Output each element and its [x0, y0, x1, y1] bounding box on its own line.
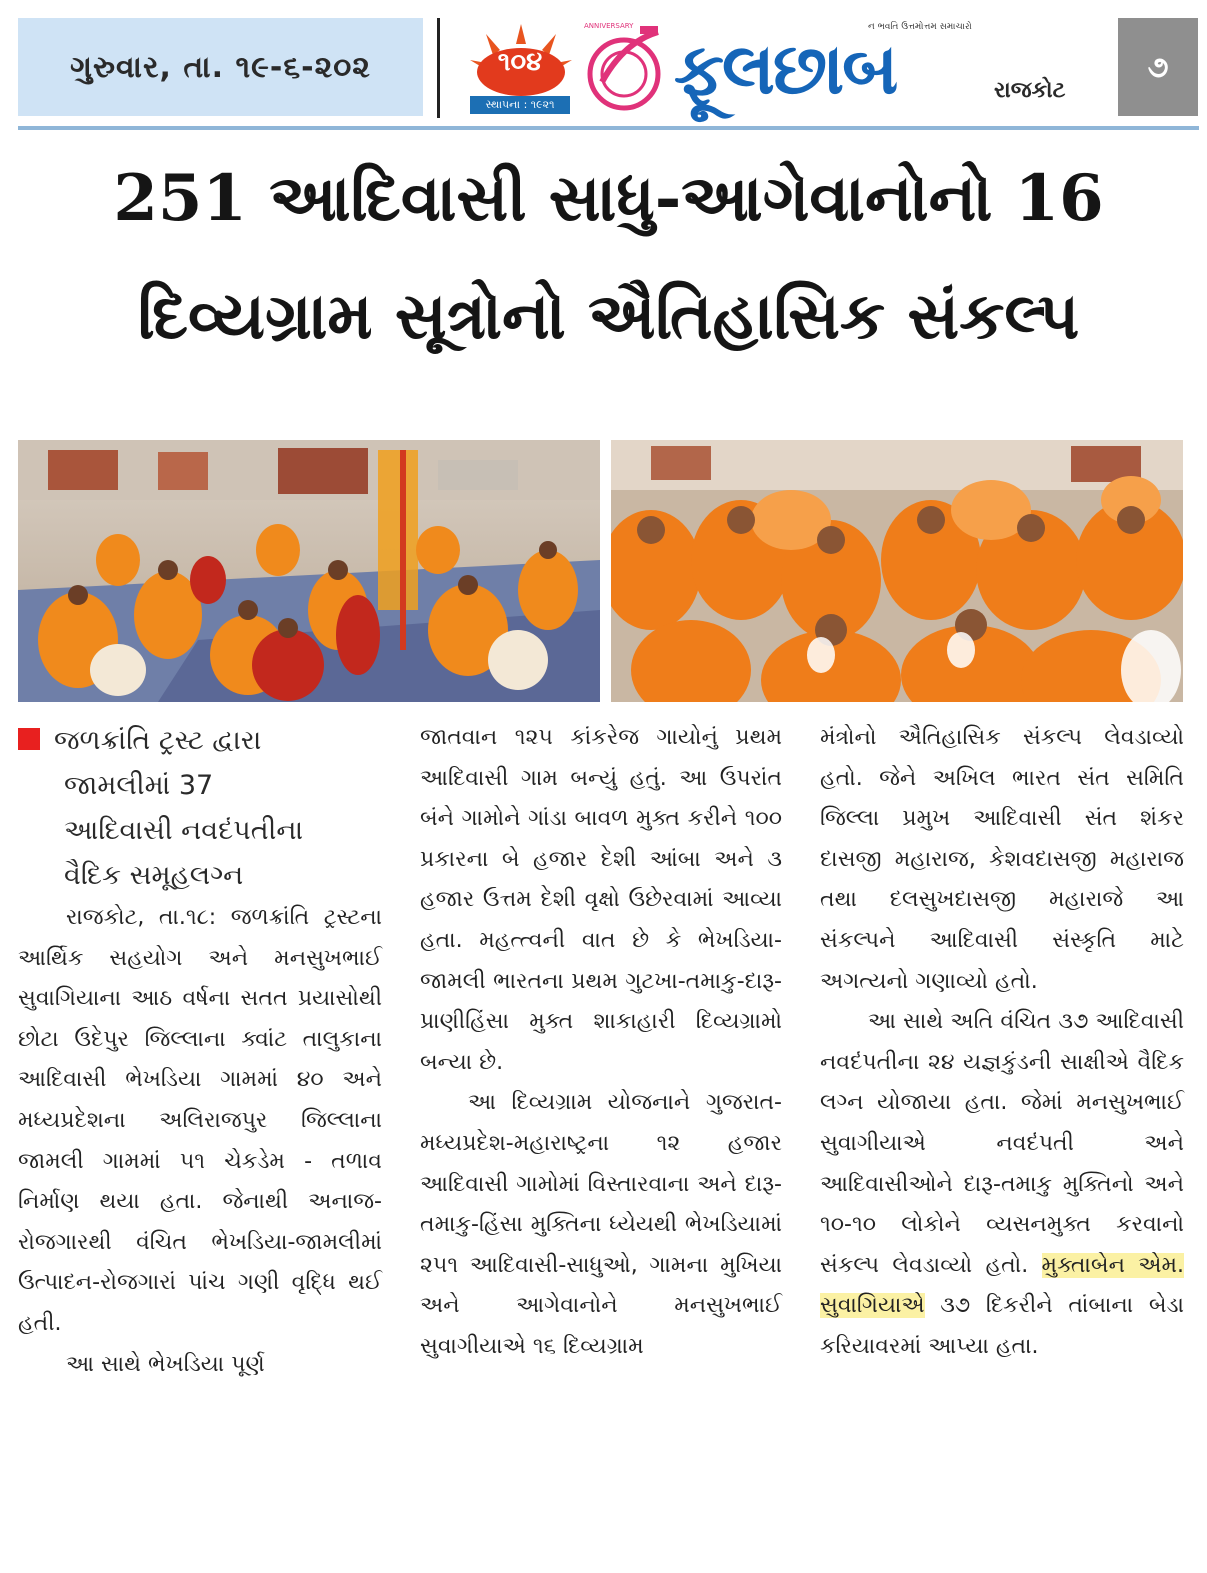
subhead-line — [18, 718, 382, 763]
paragraph-text: ૩૭ દિકરીને તાંબાના બેડા કરિયાવરમાં આપ્યા હતા. — [820, 1293, 1184, 1359]
newspaper-brand: ફૂલછાબ — [674, 27, 897, 110]
masthead-divider — [437, 18, 440, 118]
article-paragraph: આ સાથે ભેખડિયા પૂર્ણ — [66, 1351, 265, 1377]
red-square-bullet-icon — [18, 728, 40, 750]
issue-date: ગુરુવાર, તા. ૧૯-૬-૨૦૨ — [70, 49, 371, 85]
anniversary-number: ૧૦૪ — [497, 46, 543, 77]
photo-gathering-left — [18, 440, 600, 702]
brand-emblem-icon — [584, 22, 666, 114]
headline-line-2: દિવ્યગ્રામ સૂત્રોનો ઐતિહાસિક સંકલ્પ — [137, 279, 1080, 354]
article-paragraph — [820, 1002, 1184, 1367]
article-column-1 — [18, 718, 382, 1385]
page-number: ૭ — [1118, 18, 1198, 116]
paragraph-text: આ સાથે અતિ વંચિત ૩૭ આદિવાસી નવદંપતીના ૨૪ યજ્ઞકુંડની સાક્ષીએ વૈદિક લગ્ન યોજાયા હતા. જેમાં મનસુખભાઈ સુવાગીયાએ નવદંપતી અને આદિવાસીઓને દારૂ-તમાકુ મુક્તિનો અને ૧૦-૧૦ લોકોને વ્યસનમુક્ત કરવાનો સંકલ્પ લેવડાવ્યો હતો. — [820, 1009, 1184, 1278]
masthead-rule — [18, 126, 1199, 130]
date-box — [18, 18, 423, 116]
headline — [18, 140, 1199, 376]
subhead-line: જામલીમાં 37 — [64, 770, 214, 801]
highlighted-name: મુક્તાબેન એમ. સુવાગિયાએ — [820, 1252, 1185, 1319]
anniversary-founded: સ્થાપના : ૧૯૨૧ — [470, 96, 570, 114]
article-paragraph: મંત્રોનો ઐતિહાસિક સંકલ્પ લેવડાવ્યો હતો. જેને અખિલ ભારત સંત સમિતિ જિલ્લા પ્રમુખ આદિવાસી સંત શંકર દાસજી મહારાજ, કેશવદાસજી મહારાજ તથા દલસુખદાસજી મહારાજે આ સંકલ્પને આદિવાસી સંસ્કૃતિ માટે અગત્યનો ગણાવ્યો હતો. — [820, 725, 1184, 994]
article-paragraph: રાજકોટ, તા.૧૮: જળક્રાંતિ ટ્રસ્ટના આર્થિક સહયોગ અને મનસુખભાઈ સુવાગિયાના આઠ વર્ષના સતત પ્રયાસોથી છોટા ઉદેપુર જિલ્લાના ક્વાંટ તાલુકાના આદિવાસી ભેખડિયા ગામમાં ૪૦ અને મધ્યપ્રદેશના અલિરાજપુર જિલ્લાના જામલી ગામમાં ૫૧ ચેકડેમ - તળાવ નિર્માણ થયા હતા. જેનાથી અનાજ-રોજગારથી વંચિત ભેખડિયા-જામલીમાં ઉત્પાદન-રોજગારાં પાંચ ગણી વૃદ્ધિ થઈ હતી. — [18, 905, 382, 1336]
photo-gathering-right — [611, 440, 1183, 702]
article-subhead — [18, 718, 382, 898]
subhead-line: આદિવાસી નવદંપતીના — [64, 815, 304, 846]
article-paragraph: જાતવાન ૧૨૫ કાંકરેજ ગાયોનું પ્રથમ આદિવાસી ગામ બન્યું હતું. આ ઉપરાંત બંને ગામોને ગાંડા બાવળ મુક્ત કરીને ૧૦૦ પ્રકારના બે હજાર દેશી આંબા અને ૩ હજાર ઉત્તમ દેશી વૃક્ષો ઉછેરવામાં આવ્યા હતા. મહત્ત્વની વાત છે કે ભેખડિયા-જામલી ભારતના પ્રથમ ગુટખા-તમાકુ-દારૂ-પ્રાણીહિંસા મુક્ત શાકાહારી દિવ્યગ્રામો બન્યા છે. — [420, 725, 782, 1075]
article-paragraph: આ દિવ્યગ્રામ યોજનાને ગુજરાત-મધ્યપ્રદેશ-મહારાષ્ટ્રના ૧૨ હજાર આદિવાસી ગામોમાં વિસ્તારવાના અને દારૂ-તમાકુ-હિંસા મુક્તિના ધ્યેયથી ભેખડિયામાં ૨૫૧ આદિવાસી-સાધુઓ, ગામના મુખિયા અને આગેવાનોને મનસુખભાઈ સુવાગીયાએ ૧૬ દિવ્યગ્રામ — [420, 1090, 782, 1359]
emblem-caption: ANNIVERSARY — [584, 22, 634, 30]
masthead — [0, 0, 1207, 125]
article-column-3 — [820, 718, 1184, 1368]
subhead-line: વૈદિક સમૂહલગ્ન — [64, 860, 244, 891]
subhead-text: જળક્રાંતિ ટ્રસ્ટ દ્વારા — [54, 725, 262, 756]
edition-city: રાજકોટ — [994, 78, 1066, 103]
article-column-2 — [420, 718, 782, 1368]
anniversary-logo — [466, 22, 576, 118]
brand-tagline: ન ભવતિ ઉત્તમોત્તમ સમાચારો — [868, 22, 972, 32]
headline-line-1: 251 આદિવાસી સાધુ-આગેવાનોનો 16 — [113, 161, 1104, 236]
